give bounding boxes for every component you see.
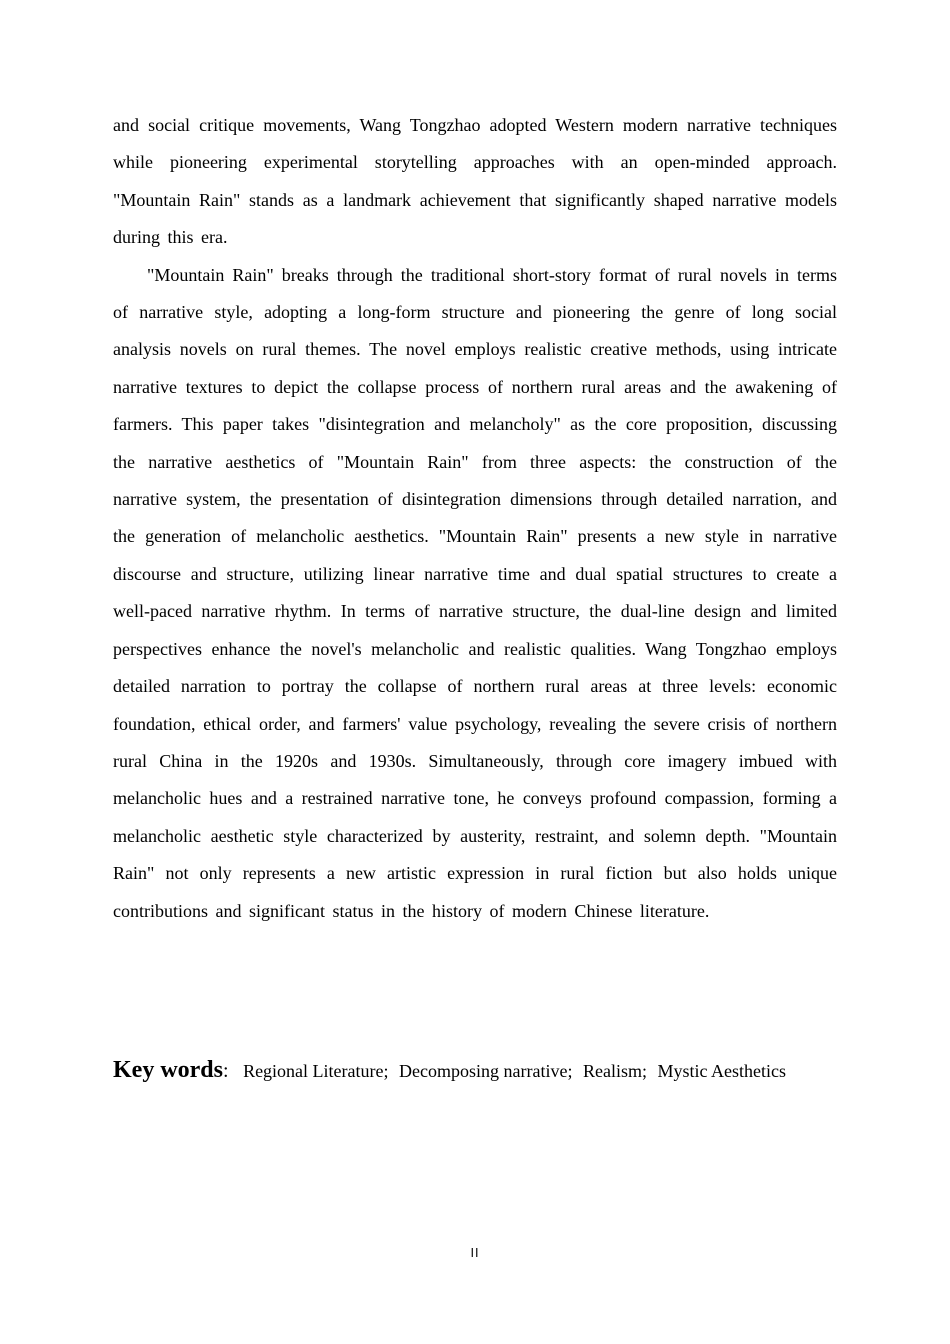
keywords-colon: :	[223, 1060, 229, 1082]
keywords-line	[113, 1052, 853, 1089]
keyword-separator: ;	[642, 1061, 648, 1081]
abstract-body	[113, 107, 837, 930]
keyword-separator: ;	[567, 1061, 573, 1081]
keywords-label: Key words	[113, 1057, 223, 1083]
abstract-paragraph-main: "Mountain Rain" breaks through the traditional short-story format of rural novels in terms of narrative style, adopting a long-form structure and pioneering the genre of long social analysis novels on rural themes. The novel employs realistic creative methods, using intricate narrative textures to depict the collapse process of northern rural areas and the awakening of farmers. This paper takes "disintegration and melancholy" as the core proposition, discussing the narrative aesthetics of "Mountain Rain" from three aspects: the construction of the narrative system, the presentation of disintegration dimensions through detailed narration, and the generation of melancholic aesthetics. "Mountain Rain" presents a new style in narrative discourse and structure, utilizing linear narrative time and dual spatial structures to create a well-paced narrative rhythm. In terms of narrative structure, the dual-line design and limited perspectives enhance the novel's melancholic and realistic qualities. Wang Tongzhao employs detailed narration to portray the collapse of northern rural areas at three levels: economic foundation, ethical order, and farmers' value psychology, revealing the severe crisis of northern rural China in the 1920s and 1930s. Simultaneously, through core imagery imbued with melancholic hues and a restrained narrative tone, he conveys profound compassion, forming a melancholic aesthetic style characterized by austerity, restraint, and solemn depth. "Mountain Rain" not only represents a new artistic expression in rural fiction but also holds unique contributions and significant status in the history of modern Chinese literature.	[113, 264, 837, 921]
keyword-item: Realism	[583, 1061, 642, 1081]
keyword-item: Decomposing narrative	[399, 1061, 568, 1081]
abstract-paragraph-continued: and social critique movements, Wang Tongzhao adopted Western modern narrative techniques while pioneering experimental storytelling approaches with an open-minded approach. "Mountain Rain" stands as a landmark achievement that significantly shaped narrative models during this era.	[113, 115, 837, 248]
keyword-separator: ;	[383, 1061, 389, 1081]
keyword-item: Mystic Aesthetics	[657, 1061, 787, 1081]
page-number: II	[470, 1246, 480, 1260]
keyword-item: Regional Literature	[243, 1061, 384, 1081]
